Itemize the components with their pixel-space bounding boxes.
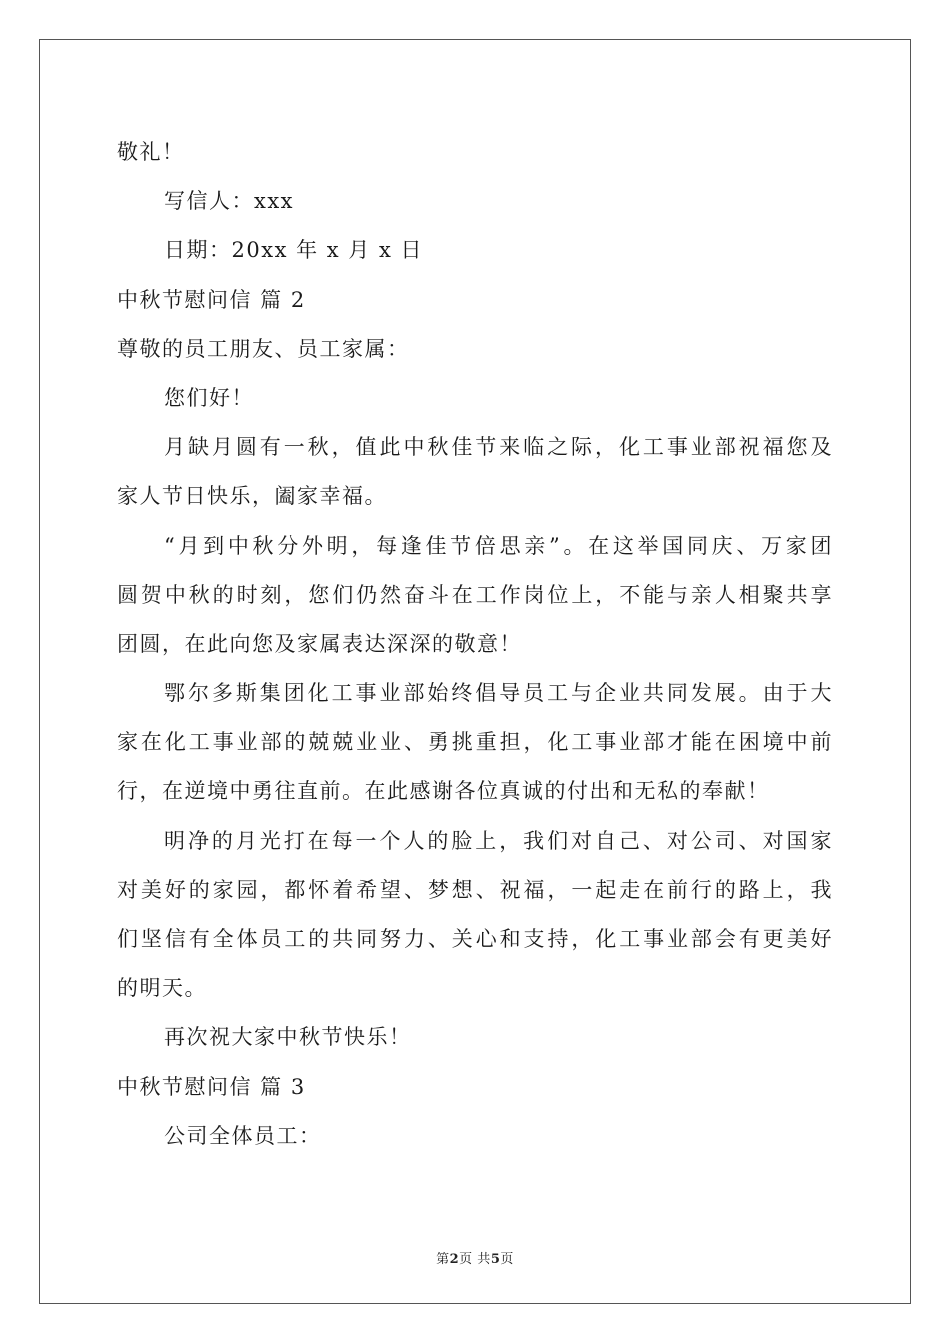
signature-writer: 写信人：xxx [164,189,295,214]
footer-page-number: 2 [449,1252,460,1267]
footer-mid: 页 共 [459,1252,491,1267]
paragraph-line: 团圆，在此向您及家属表达深深的敬意！ [117,631,522,656]
paragraph-line: “月到中秋分外明，每逢佳节倍思亲”。在这举国同庆、万家团 [164,533,833,558]
section-heading-3: 中秋节慰问信 篇 3 [117,1074,306,1099]
signature-date: 日期：20xx 年 x 月 x 日 [164,238,423,263]
paragraph-line: 鄂尔多斯集团化工事业部始终倡导员工与企业共同发展。由于大 [164,681,833,706]
closing-salutation: 敬礼！ [117,140,185,164]
paragraph-line: 圆贺中秋的时刻，您们仍然奋斗在工作岗位上，不能与亲人相聚共享 [117,582,833,607]
closing-wish: 再次祝大家中秋节快乐！ [164,1025,412,1050]
footer-total-pages: 5 [490,1252,501,1267]
greeting-recipients: 尊敬的员工朋友、员工家属： [117,336,410,361]
paragraph-line: 家人节日快乐，阖家幸福。 [117,484,387,509]
page-footer [0,1248,950,1267]
document-body [117,128,833,1161]
footer-suffix: 页 [500,1252,514,1267]
footer-prefix: 第 [436,1252,450,1267]
paragraph-line: 明净的月光打在每一个人的脸上，我们对自己、对公司、对国家 [164,828,833,853]
paragraph-line: 行，在逆境中勇往直前。在此感谢各位真诚的付出和无私的奉献！ [117,779,770,804]
paragraph-line: 月缺月圆有一秋，值此中秋佳节来临之际，化工事业部祝福您及 [164,435,833,460]
greeting-all-staff: 公司全体员工： [164,1123,322,1148]
paragraph-line: 家在化工事业部的兢兢业业、勇挑重担，化工事业部才能在困境中前 [117,730,833,755]
greeting-hello: 您们好！ [164,385,254,410]
paragraph-line: 们坚信有全体员工的共同努力、关心和支持，化工事业部会有更美好 [117,927,833,951]
paragraph-line: 对美好的家园，都怀着希望、梦想、祝福，一起走在前行的路上，我 [117,877,833,902]
paragraph-line: 的明天。 [117,976,207,1001]
section-heading-2: 中秋节慰问信 篇 2 [117,287,306,312]
